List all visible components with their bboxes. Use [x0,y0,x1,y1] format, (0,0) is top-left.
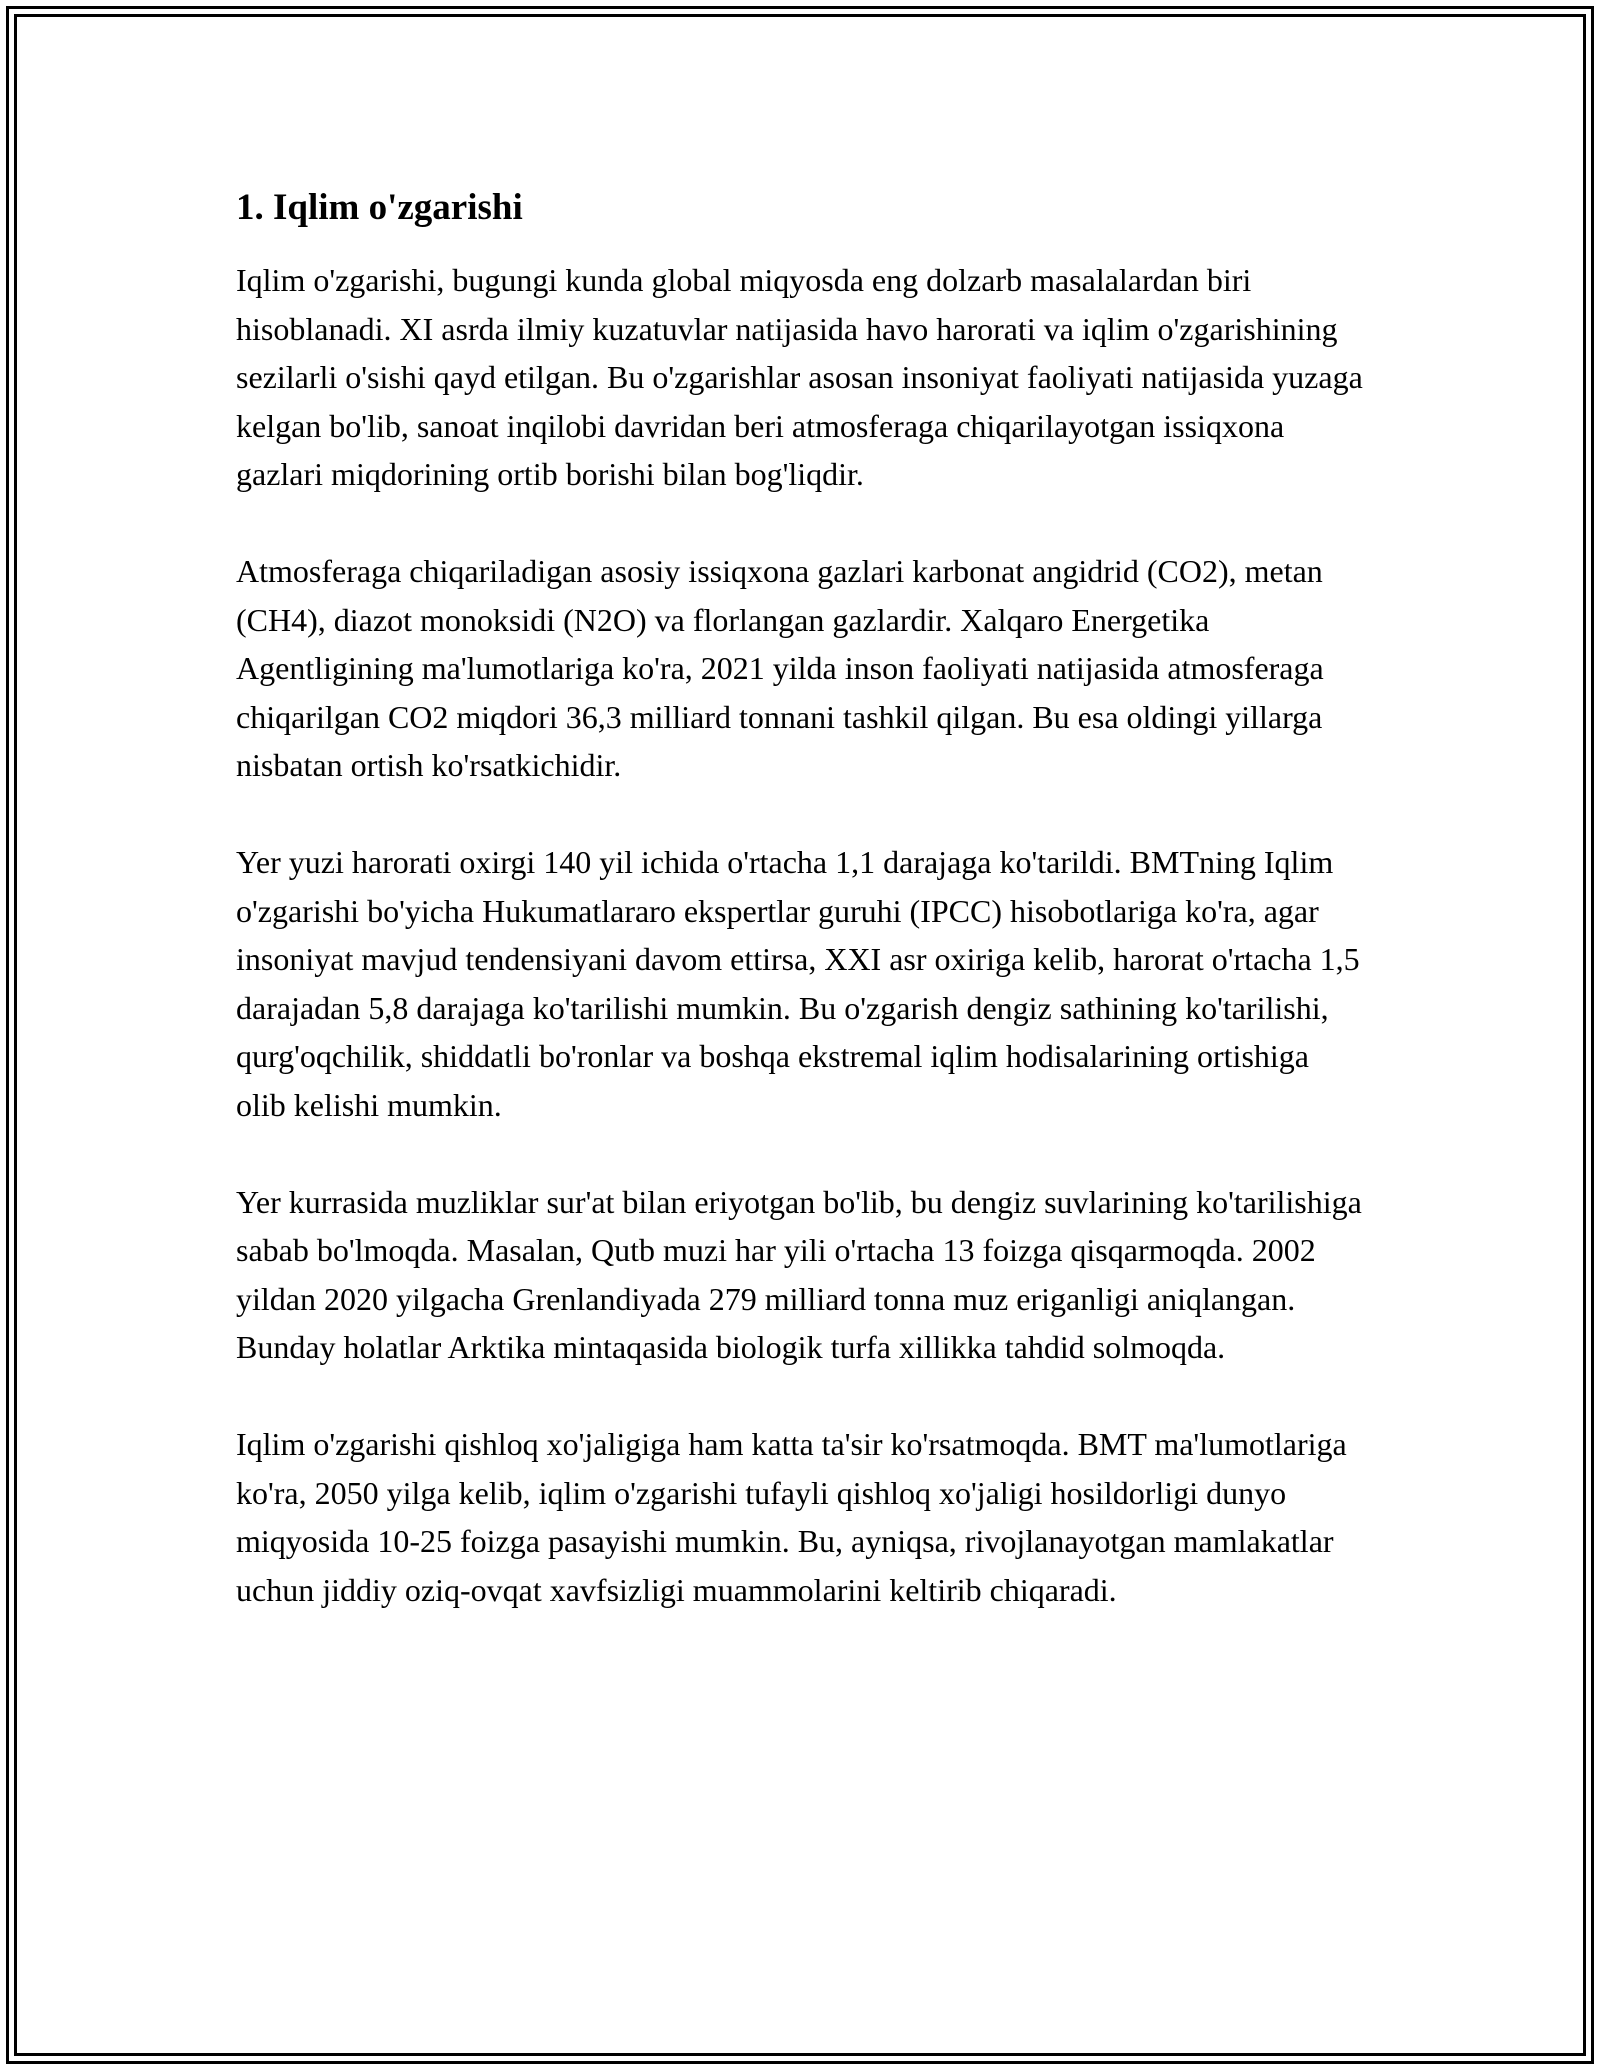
document-body [236,186,1366,1663]
paragraph-2: Atmosferaga chiqariladigan asosiy issiqxona gazlari karbonat angidrid (CO2), metan (CH4), diazot monoksidi (N2O) va florlangan gazlardir. Xalqaro Energetika Agentligining ma'lumotlariga ko'ra, 2021 yilda inson faoliyati natijasida atmosferaga chiqarilgan CO2 miqdori 36,3 milliard tonnani tashkil qilgan. Bu esa oldingi yillarga nisbatan ortish ko'rsatkichidir. [236,553,1324,784]
section-heading: 1. Iqlim o'zgarishi [236,187,523,228]
paragraph-3: Yer yuzi harorati oxirgi 140 yil ichida o'rtacha 1,1 darajaga ko'tarildi. BMTning Iqlim o'zgarishi bo'yicha Hukumatlararo ekspertlar guruhi (IPCC) hisobotlariga ko'ra, agar insoniyat mavjud tendensiyani davom ettirsa, XXI asr oxiriga kelib, harorat o'rtacha 1,5 darajadan 5,8 darajaga ko'tarilishi mumkin. Bu o'zgarish dengiz sathining ko'tarilishi, qurg'oqchilik, shiddatli bo'ronlar va boshqa ekstremal iqlim hodisalarining ortishiga olib kelishi mumkin. [236,844,1360,1123]
paragraph-1: Iqlim o'zgarishi, bugungi kunda global miqyosda eng dolzarb masalalardan biri hisoblanadi. XI asrda ilmiy kuzatuvlar natijasida havo harorati va iqlim o'zgarishining sezilarli o'sishi qayd etilgan. Bu o'zgarishlar asosan insoniyat faoliyati natijasida yuzaga kelgan bo'lib, sanoat inqilobi davridan beri atmosferaga chiqarilayotgan issiqxona gazlari miqdorining ortib borishi bilan bog'liqdir. [236,262,1363,493]
paragraph-5: Iqlim o'zgarishi qishloq xo'jaligiga ham katta ta'sir ko'rsatmoqda. BMT ma'lumotlariga ko'ra, 2050 yilga kelib, iqlim o'zgarishi tufayli qishloq xo'jaligi hosildorligi dunyo miqyosida 10-25 foizga pasayishi mumkin. Bu, ayniqsa, rivojlanayotgan mamlakatlar uchun jiddiy oziq-ovqat xavfsizligi muammolarini keltirib chiqaradi. [236,1426,1347,1608]
paragraph-4: Yer kurrasida muzliklar sur'at bilan eriyotgan bo'lib, bu dengiz suvlarining ko'tarilishiga sabab bo'lmoqda. Masalan, Qutb muzi har yili o'rtacha 13 foizga qisqarmoqda. 2002 yildan 2020 yilgacha Grenlandiyada 279 milliard tonna muz eriganligi aniqlangan. Bunday holatlar Arktika mintaqasida biologik turfa xillikka tahdid solmoqda. [236,1183,1362,1366]
